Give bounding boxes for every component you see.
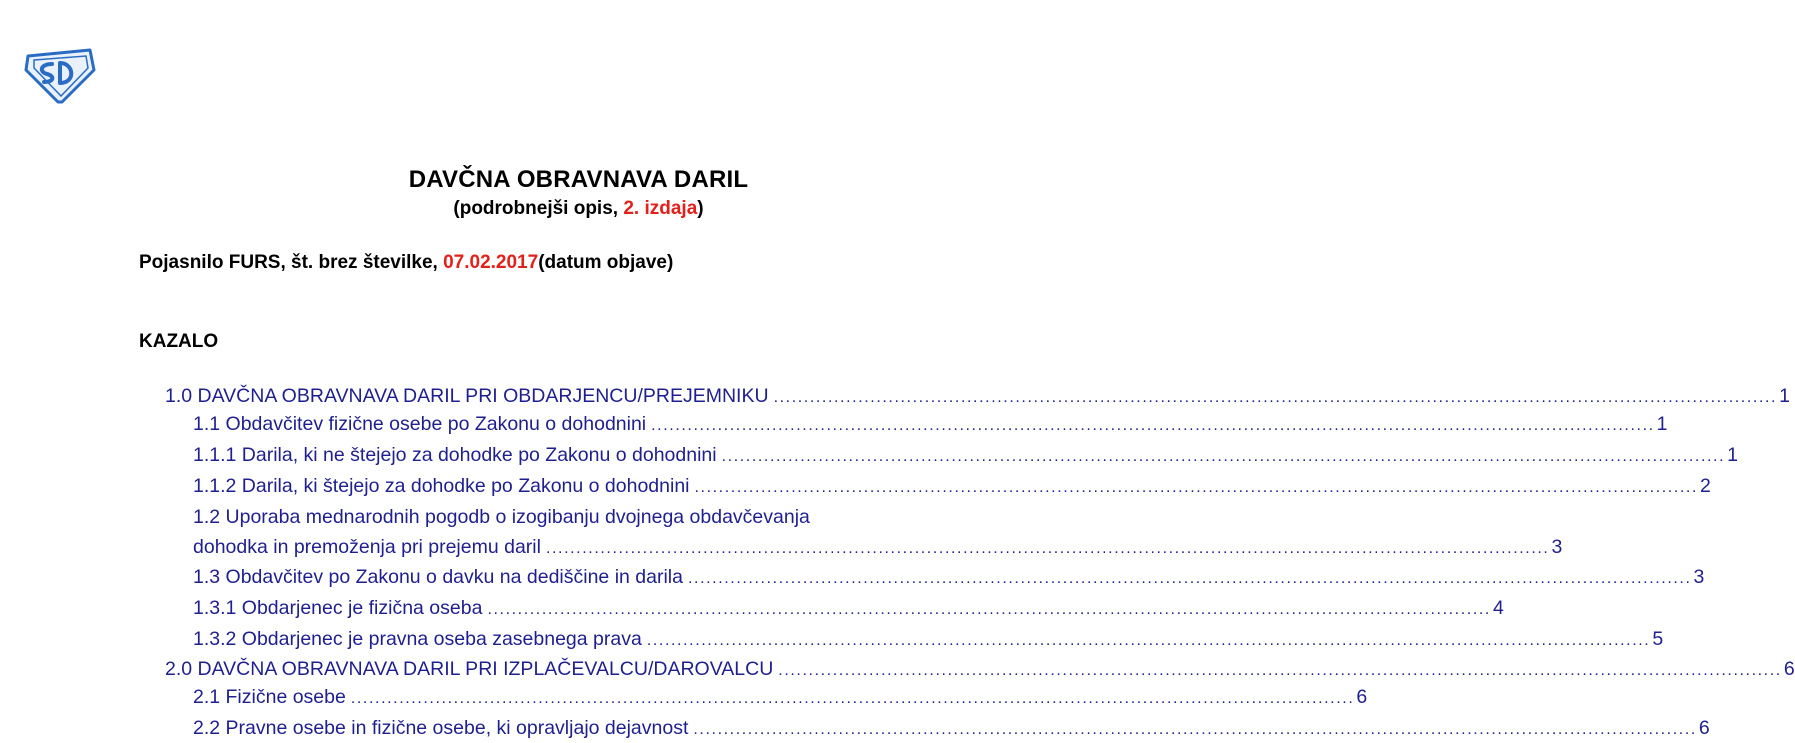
toc-page-number: 3 [1693, 566, 1705, 588]
toc-entry-1-0[interactable] [165, 384, 1790, 410]
toc-entry-label: 1.3 Obdavčitev po Zakonu o davku na dediščine in darila [193, 566, 683, 588]
publication-date: 07.02.2017 [443, 252, 539, 273]
toc-page-number: 5 [1652, 628, 1664, 650]
toc-entry-1-3[interactable] [193, 565, 1705, 591]
toc-leader-dots: ...................................................................................................................................................................... [646, 632, 1651, 649]
toc-page-number: 2 [1700, 475, 1711, 497]
toc-leader-dots: ...................................................................................................................................................................... [773, 389, 1778, 406]
toc-entry-1-2[interactable] [193, 535, 1563, 561]
toc-page-number: 6 [1783, 658, 1795, 680]
toc-leader-dots: ...................................................................................................................................................................... [350, 690, 1355, 707]
edition-label: 2. izdaja [623, 198, 698, 219]
toc-page-number: 3 [1551, 536, 1563, 558]
toc-entry-1-3-2[interactable] [193, 627, 1664, 653]
toc-page-number: 1 [1779, 385, 1790, 407]
toc-entry-label: 1.3.1 Obdarjenec je fizična oseba [193, 597, 483, 619]
toc-leader-dots: ...................................................................................................................................................................... [487, 601, 1491, 618]
toc-entry-1-1-2[interactable] [193, 474, 1711, 500]
toc-leader-dots: ...................................................................................................................................................................... [778, 662, 1782, 679]
toc-page-number: 6 [1698, 717, 1710, 739]
toc-entry-label: 2.0 DAVČNA OBRAVNAVA DARIL PRI IZPLAČEVALCU/DAROVALCU [165, 658, 774, 680]
toc-entry-label: 1.0 DAVČNA OBRAVNAVA DARIL PRI OBDARJENCU/PREJEMNIKU [165, 385, 769, 407]
document-title: DAVČNA OBRAVNAVA DARIL [408, 166, 749, 193]
toc-entry-label: dohodka in premoženja pri prejemu daril [193, 536, 541, 558]
toc-leader-dots: ...................................................................................................................................................................... [721, 448, 1726, 465]
toc-entry-label: 2.1 Fizične osebe [193, 686, 346, 708]
toc-entry-label: 1.1 Obdavčitev fizične osebe po Zakonu o dohodnini [193, 413, 647, 435]
toc-page-number: 6 [1356, 686, 1368, 708]
toc-page-number: 4 [1492, 597, 1504, 619]
toc-entry-1-1[interactable] [193, 412, 1668, 438]
toc-entry-2-0[interactable] [165, 657, 1795, 683]
toc-entry-label: 2.2 Pravne osebe in fizične osebe, ki opravljajo dejavnost [193, 717, 689, 739]
toc-leader-dots: ...................................................................................................................................................................... [693, 721, 1697, 738]
toc-leader-dots: ...................................................................................................................................................................... [694, 479, 1699, 496]
subtitle-open: (podrobnejši opis, [453, 198, 624, 219]
toc-page-number: 1 [1727, 444, 1738, 466]
toc-entry-1-1-1[interactable] [193, 443, 1738, 469]
explanation-suffix: (datum objave) [538, 252, 674, 273]
toc-entry-1-2-line1[interactable]: 1.2 Uporaba mednarodnih pogodb o izogibanju dvojnega obdavčevanja [193, 506, 810, 528]
toc-page-number: 1 [1656, 413, 1668, 435]
explanation-prefix: Pojasnilo FURS, št. brez številke, [139, 252, 444, 273]
toc-entry-label: 1.3.2 Obdarjenec je pravna oseba zasebnega prava [193, 628, 642, 650]
toc-entry-2-1[interactable] [193, 685, 1368, 711]
toc-entry-1-3-1[interactable] [193, 596, 1504, 622]
subtitle-close: ) [697, 198, 704, 219]
toc-leader-dots: ...................................................................................................................................................................... [545, 540, 1550, 557]
toc-entry-label: 1.1.1 Darila, ki ne štejejo za dohodke po Zakonu o dohodnini [193, 444, 717, 466]
toc-leader-dots: ...................................................................................................................................................................... [651, 417, 1655, 434]
toc-entry-label: 1.1.2 Darila, ki štejejo za dohodke po Zakonu o dohodnini [193, 475, 690, 497]
toc-heading: KAZALO [139, 331, 219, 352]
toc-entry-2-2[interactable] [193, 716, 1710, 742]
toc-leader-dots: ...................................................................................................................................................................... [687, 570, 1692, 587]
